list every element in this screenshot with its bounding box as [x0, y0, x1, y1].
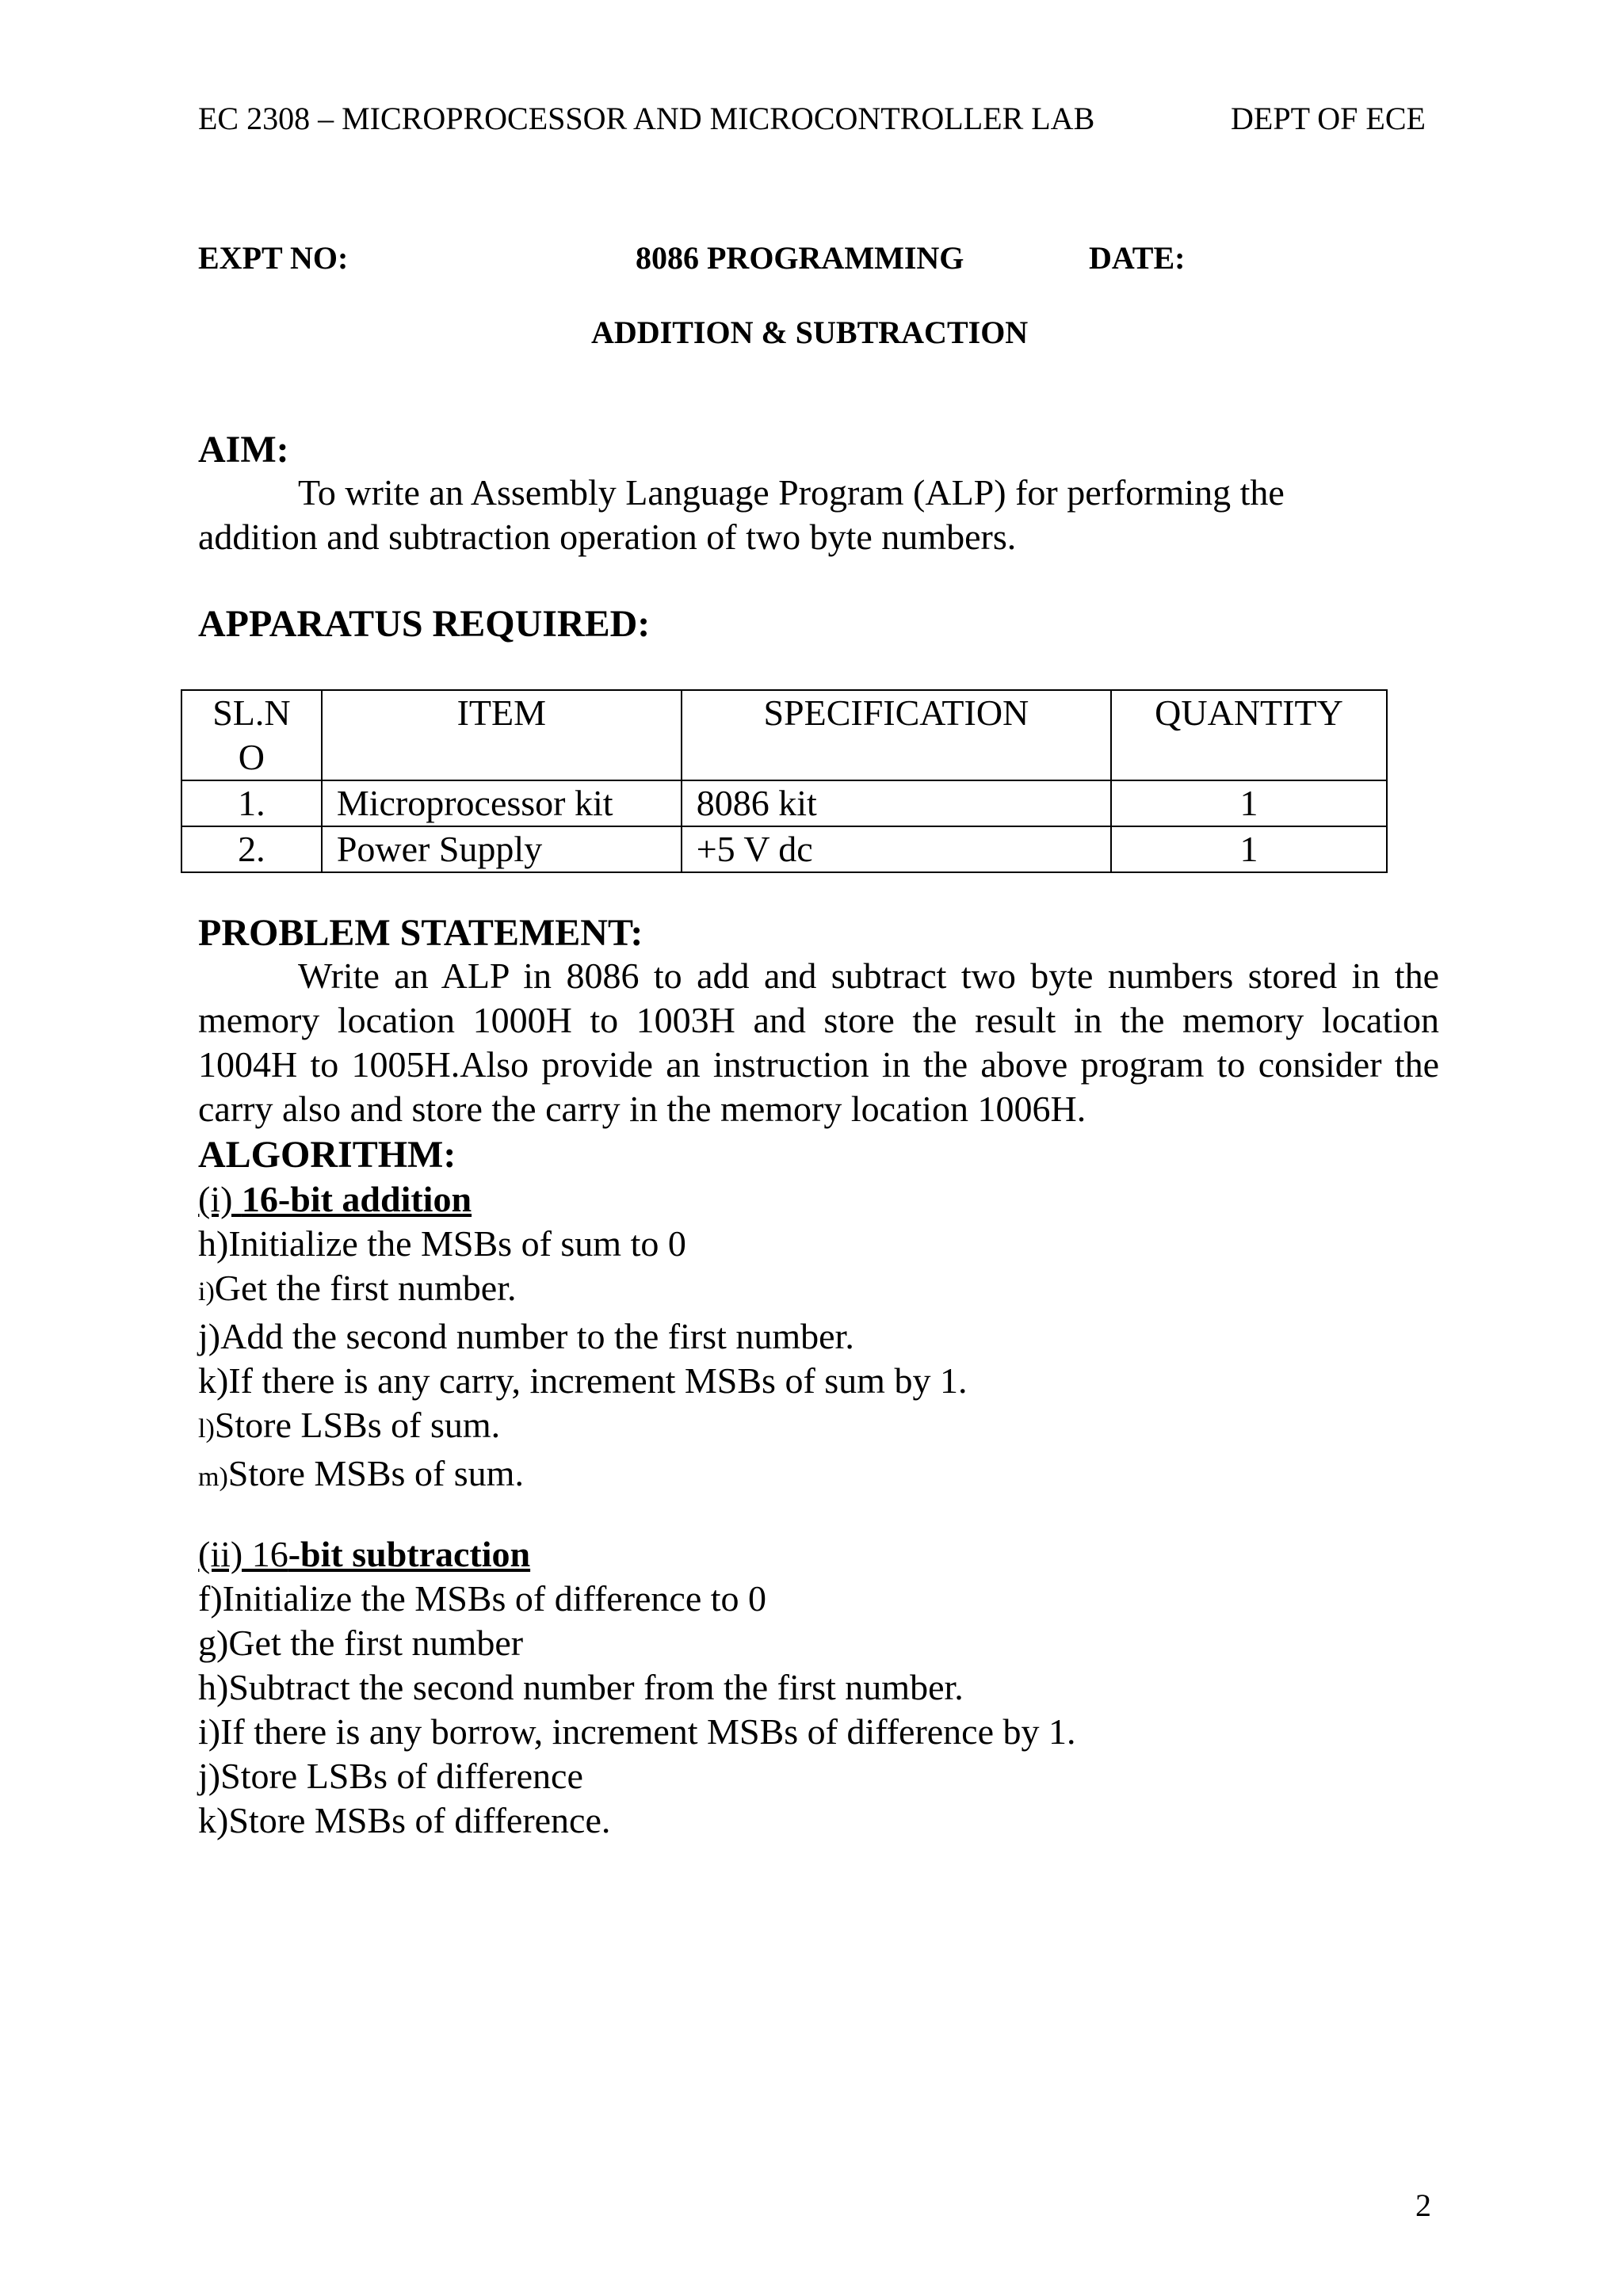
expt-subtitle: ADDITION & SUBTRACTION: [591, 315, 1029, 350]
addition-title-text: 16-bit addition: [241, 1179, 472, 1219]
list-item: k)If there is any carry, increment MSBs of sum by 1.: [198, 1360, 968, 1401]
list-item: g)Get the first number: [198, 1623, 524, 1663]
list-item: m)Store MSBs of sum.: [198, 1453, 524, 1493]
running-header-dept: DEPT OF ECE: [1231, 101, 1426, 136]
col-header-slno: SL.N O: [181, 690, 322, 780]
cell-qty: 1: [1111, 826, 1387, 872]
page-number: 2: [1415, 2187, 1431, 2223]
col-header-qty: QUANTITY: [1111, 690, 1387, 780]
addition-prefix: (i): [198, 1179, 242, 1219]
col-header-spec: SPECIFICATION: [682, 690, 1111, 780]
list-item: h)Initialize the MSBs of sum to 0: [198, 1223, 686, 1264]
aim-line-2: addition and subtraction operation of two byte numbers.: [198, 517, 1017, 557]
list-item: i)If there is any borrow, increment MSBs of difference by 1.: [198, 1711, 1076, 1752]
problem-heading: PROBLEM STATEMENT:: [198, 912, 643, 954]
subtraction-title: [198, 1532, 530, 1577]
date-label: DATE:: [1089, 240, 1186, 276]
addition-steps: [198, 1222, 967, 1500]
running-header-course: EC 2308 – MICROPROCESSOR AND MICROCONTROLLER LAB: [198, 101, 1095, 136]
apparatus-table: [181, 689, 1388, 873]
cell-item: Power Supply: [322, 826, 682, 872]
problem-text: Write an ALP in 8086 to add and subtract two byte numbers stored in the memory location 1000H to 1003H and store the result in the memory location 1004H to 1005H.Also provide an instruction in the above program to consider the carry also and store the carry in the memory location 1006H.: [198, 955, 1439, 1129]
subtraction-steps: [198, 1577, 1076, 1843]
table-row: [181, 826, 1387, 872]
list-item: j)Store LSBs of difference: [198, 1756, 583, 1796]
aim-line-1: To write an Assembly Language Program (ALP) for performing the: [298, 472, 1285, 513]
cell-qty: 1: [1111, 780, 1387, 826]
table-row: [181, 780, 1387, 826]
apparatus-heading: APPARATUS REQUIRED:: [198, 603, 651, 645]
addition-title: [198, 1177, 472, 1222]
expt-no-label: EXPT NO:: [198, 240, 349, 276]
col-header-item: ITEM: [322, 690, 682, 780]
cell-slno: 1.: [181, 780, 322, 826]
cell-spec: +5 V dc: [682, 826, 1111, 872]
list-item: i)Get the first number.: [198, 1268, 517, 1308]
expt-title: 8086 PROGRAMMING: [636, 240, 964, 276]
list-item: k)Store MSBs of difference.: [198, 1800, 611, 1840]
list-item: j)Add the second number to the first number.: [198, 1316, 854, 1356]
aim-heading: AIM:: [198, 429, 289, 471]
subtraction-title-text: -bit subtraction: [288, 1534, 531, 1574]
list-item: l)Store LSBs of sum.: [198, 1405, 501, 1445]
list-item: f)Initialize the MSBs of difference to 0: [198, 1578, 767, 1619]
cell-slno: 2.: [181, 826, 322, 872]
list-item: h)Subtract the second number from the first number.: [198, 1667, 964, 1707]
cell-spec: 8086 kit: [682, 780, 1111, 826]
cell-item: Microprocessor kit: [322, 780, 682, 826]
subtraction-prefix: (ii) 16: [198, 1534, 288, 1574]
table-header-row: [181, 690, 1387, 780]
algorithm-heading: ALGORITHM:: [198, 1134, 456, 1176]
